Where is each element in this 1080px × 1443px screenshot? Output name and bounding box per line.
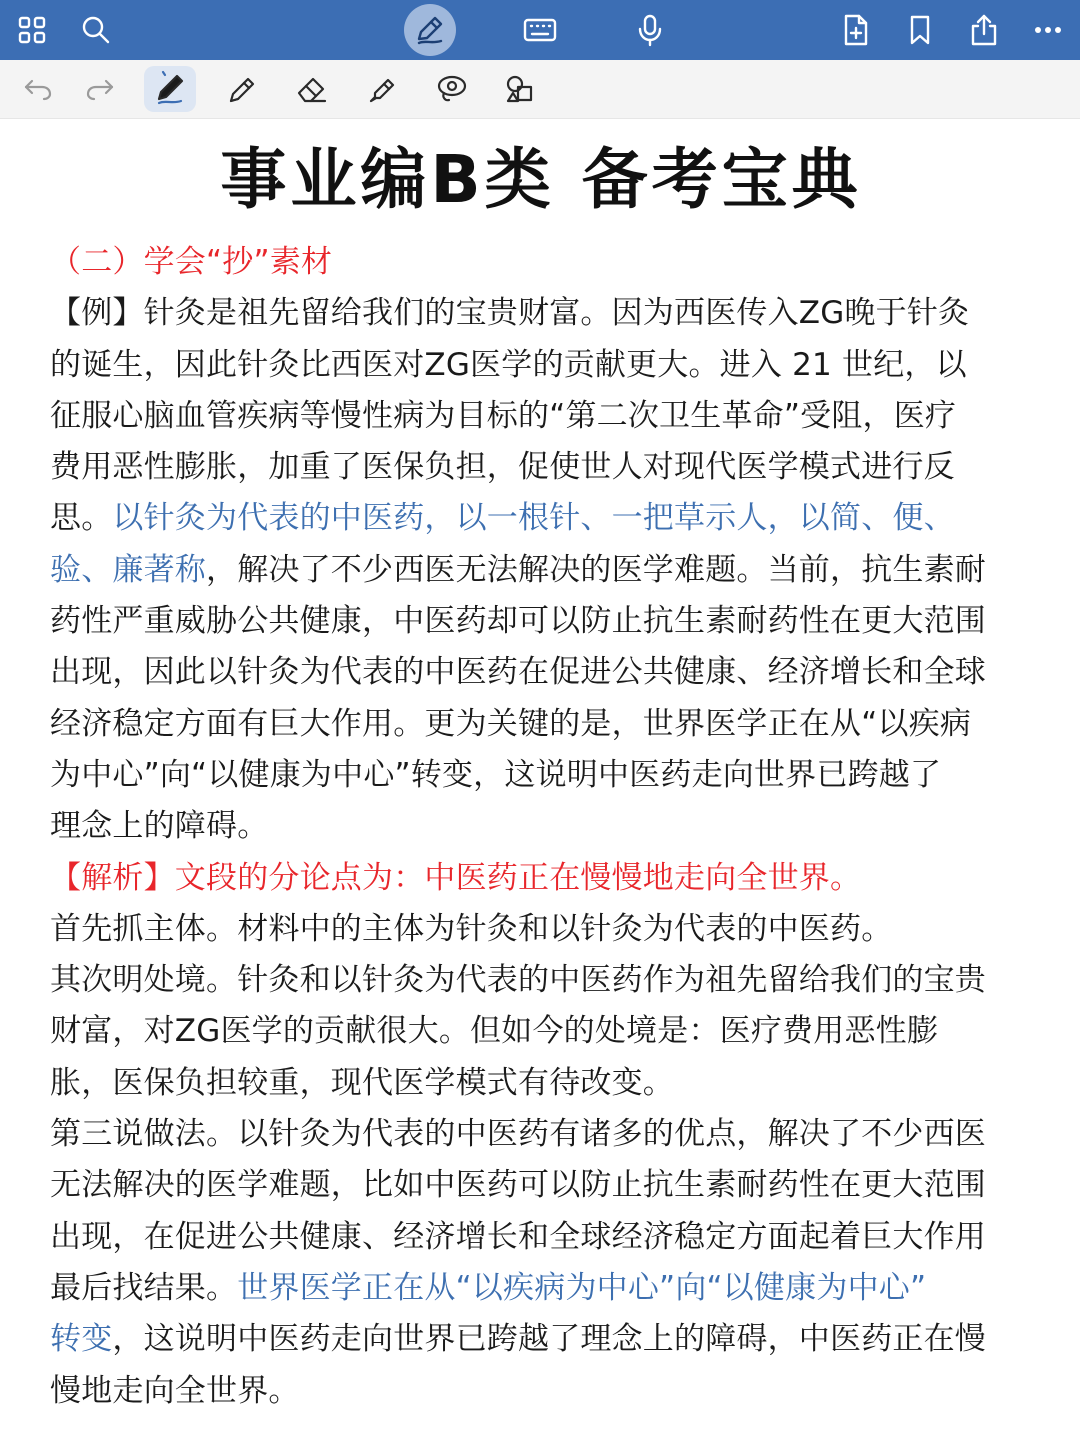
text-segment: 无法解决的医学难题，比如中医药可以防止抗生素耐药性在更大范围 (50, 1167, 986, 1204)
text-segment: 出现，在促进公共健康、经济增长和全球经济稳定方面起着巨大作用 (50, 1218, 986, 1255)
text-line (50, 853, 1032, 904)
highlight-blue-text: 验、廉著称 (50, 551, 206, 588)
pen-mode-button[interactable] (404, 4, 456, 56)
text-line (50, 801, 1032, 852)
text-line (50, 391, 1032, 442)
text-line (50, 647, 1032, 698)
text-segment: 最后找结果。 (50, 1269, 238, 1306)
undo-icon[interactable] (10, 60, 66, 118)
share-icon[interactable] (954, 0, 1014, 60)
highlight-blue-text: 以针灸为代表的中医药，以一根针、一把草示人，以简、便、 (112, 500, 955, 537)
ballpoint-pen-icon[interactable] (142, 60, 198, 118)
text-segment: ，解决了不少西医无法解决的医学难题。当前，抗生素耐 (206, 551, 986, 588)
text-line (50, 955, 1032, 1006)
more-icon[interactable] (1018, 0, 1078, 60)
text-segment: 的诞生，因此针灸比西医对ZG医学的贡献更大。进入 21 世纪，以 (50, 346, 967, 383)
drawing-toolbar (0, 60, 1080, 119)
text-segment: 征服心脑血管疾病等慢性病为目标的“第二次卫生革命”受阻，医疗 (50, 397, 957, 434)
text-line (50, 750, 1032, 801)
highlighter-icon[interactable] (354, 60, 410, 118)
text-segment: 思。 (50, 500, 113, 537)
redo-icon[interactable] (72, 60, 128, 118)
grid-icon[interactable] (2, 0, 62, 60)
text-segment: 财富，对ZG医学的贡献很大。但如今的处境是：医疗费用恶性膨 (50, 1013, 939, 1050)
text-segment: 其次明处境。针灸和以针灸为代表的中医药作为祖先留给我们的宝贵 (50, 962, 986, 999)
text-line (50, 699, 1032, 750)
text-segment: ，这说明中医药走向世界已跨越了理念上的障碍，中医药正在慢 (112, 1321, 987, 1358)
text-line (50, 1366, 1032, 1417)
highlight-blue-text: 转变 (50, 1321, 113, 1358)
pencil-icon[interactable] (214, 60, 270, 118)
text-line (50, 545, 1032, 596)
add-page-icon[interactable] (826, 0, 886, 60)
text-line (50, 1109, 1032, 1160)
microphone-icon[interactable] (620, 0, 680, 60)
body-text (50, 288, 1032, 1417)
text-line (50, 1314, 1032, 1365)
note-page[interactable] (0, 131, 1080, 1417)
app-top-bar (0, 0, 1080, 60)
section-heading: （二）学会“抄”素材 (50, 244, 333, 280)
text-segment: 出现，因此以针灸为代表的中医药在促进公共健康、经济增长和全球 (50, 654, 986, 691)
text-segment: 第三说做法。以针灸为代表的中医药有诸多的优点，解决了不少西医 (50, 1116, 986, 1153)
keyboard-icon[interactable] (510, 0, 570, 60)
text-line (50, 1058, 1032, 1109)
eraser-icon[interactable] (284, 60, 340, 118)
search-icon[interactable] (66, 0, 126, 60)
lasso-icon[interactable] (424, 60, 480, 118)
text-line (50, 288, 1032, 339)
text-line (50, 1263, 1032, 1314)
text-line (50, 442, 1032, 493)
text-line (50, 596, 1032, 647)
text-segment: 药性严重威胁公共健康，中医药却可以防止抗生素耐药性在更大范围 (50, 603, 986, 640)
highlight-blue-text: 世界医学正在从“以疾病为中心”向“以健康为中心” (237, 1269, 927, 1306)
text-segment: 理念上的障碍。 (50, 808, 269, 845)
text-segment: 费用恶性膨胀，加重了医保负担，促使世人对现代医学模式进行反 (50, 449, 955, 486)
page-title: 事业编B类 备考宝典 (220, 141, 862, 218)
bookmark-icon[interactable] (890, 0, 950, 60)
text-line (50, 340, 1032, 391)
text-line (50, 493, 1032, 544)
text-segment: 首先抓主体。材料中的主体为针灸和以针灸为代表的中医药。 (50, 910, 893, 947)
text-line (50, 1212, 1032, 1263)
text-segment: 慢地走向全世界。 (50, 1372, 300, 1409)
text-line (50, 1160, 1032, 1211)
text-line (50, 904, 1032, 955)
shapes-icon[interactable] (492, 60, 548, 118)
text-segment: 为中心”向“以健康为中心”转变，这说明中医药走向世界已跨越了 (50, 756, 942, 793)
pen-icon (413, 13, 447, 47)
text-line (50, 1006, 1032, 1057)
text-segment: 经济稳定方面有巨大作用。更为关键的是，世界医学正在从“以疾病 (50, 705, 972, 742)
text-segment: 胀，医保负担较重，现代医学模式有待改变。 (50, 1064, 674, 1101)
highlight-red-text: 【解析】文段的分论点为：中医药正在慢慢地走向全世界。 (50, 859, 862, 896)
text-segment: 【例】针灸是祖先留给我们的宝贵财富。因为西医传入ZG晚于针灸 (50, 295, 970, 332)
